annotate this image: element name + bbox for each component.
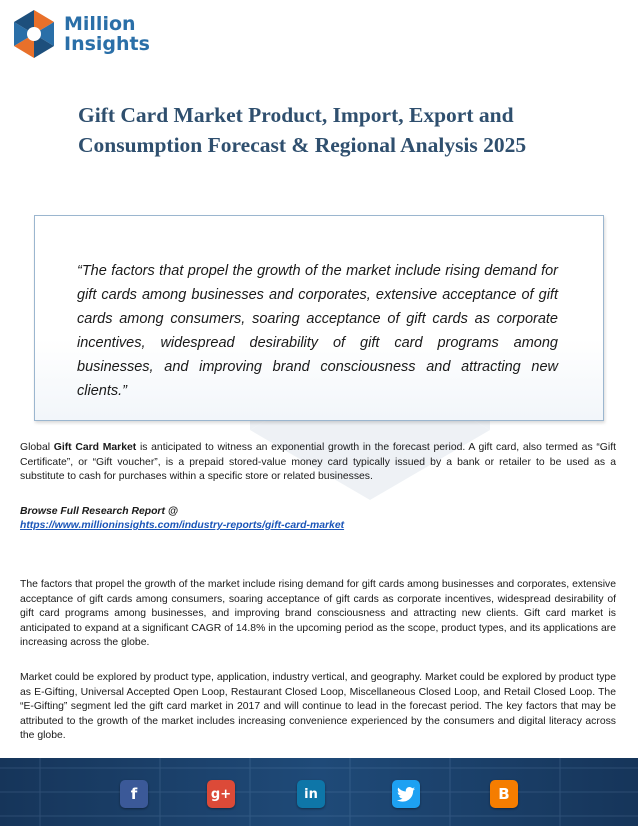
report-link[interactable]: https://www.millioninsights.com/industry-reports/gift-card-market <box>20 520 345 531</box>
quote-box <box>34 215 604 421</box>
linkedin-icon[interactable] <box>297 780 325 808</box>
google-plus-glyph: g+ <box>210 786 232 802</box>
footer-bar <box>0 758 638 826</box>
blogger-icon[interactable] <box>490 780 518 808</box>
twitter-icon[interactable] <box>392 780 420 808</box>
google-plus-icon[interactable] <box>207 780 235 808</box>
quote-text: “The factors that propel the growth of the market include rising demand for gift cards among businesses and corporates, extensive acceptance of gift cards among consumers, soaring acceptance of gift cards as corporate incentives, widespread desirability of gift card programs among businesses, and improving brand consciousness and attracting new clients.” <box>77 263 558 399</box>
facebook-icon[interactable] <box>120 780 148 808</box>
million-insights-logo[interactable] <box>8 6 178 62</box>
body-paragraph-growth: The factors that propel the growth of the market include rising demand for gift cards among businesses and corporates, extensive acceptance of gift cards among consumers, soaring acceptance of gift cards as corporate incentives, widespread desirability of gift card programs among businesses, and improving brand consciousness and attracting new clients. Gift card market is anticipated to expand at a significant CAGR of 14.8% in the upcoming period as the scope, product types, and its applications are increasing across the globe. <box>20 579 616 649</box>
body-paragraph-segments: Market could be explored by product type, application, industry vertical, and geography. Market could be explored by product type as E-Gifting, Universal Accepted Open Loop, Restaurant Closed Loop, Miscellaneous Closed Loop, and Retail Closed Loop. The “E-Gifting” segment led the gift card market in 2017 and will continue to lead in the forecast period. The key factors that may be attributed to the growth of the market includes increasing convenience experienced by the consumers and digital literacy across the globe. <box>20 672 616 742</box>
facebook-glyph: f <box>130 785 138 803</box>
blogger-glyph: B <box>498 785 510 803</box>
browse-label: Browse Full Research Report @ <box>20 506 178 517</box>
logo-wordmark <box>64 14 150 54</box>
intro-prefix: Global <box>20 442 54 453</box>
logo-mark-icon <box>8 8 60 60</box>
linkedin-glyph: in <box>304 786 318 802</box>
intro-paragraph <box>20 441 616 485</box>
logo-line-1: Million <box>64 13 136 35</box>
twitter-bird-icon <box>397 787 415 802</box>
page-title: Gift Card Market Product, Import, Export and Consumption Forecast & Regional Analysis 2025 <box>78 103 527 157</box>
intro-body: is anticipated to witness an exponential growth in the forecast period. A gift card, also termed as “Gift Certificate”, or “Gift voucher”, is a prepaid stored-value money card typically issued by a bank or retailer to be used as a substitute to cash for purchases within a specific store or related businesses. <box>20 442 616 483</box>
logo-line-2: Insights <box>64 33 150 55</box>
intro-market-name: Gift Card Market <box>53 442 137 453</box>
